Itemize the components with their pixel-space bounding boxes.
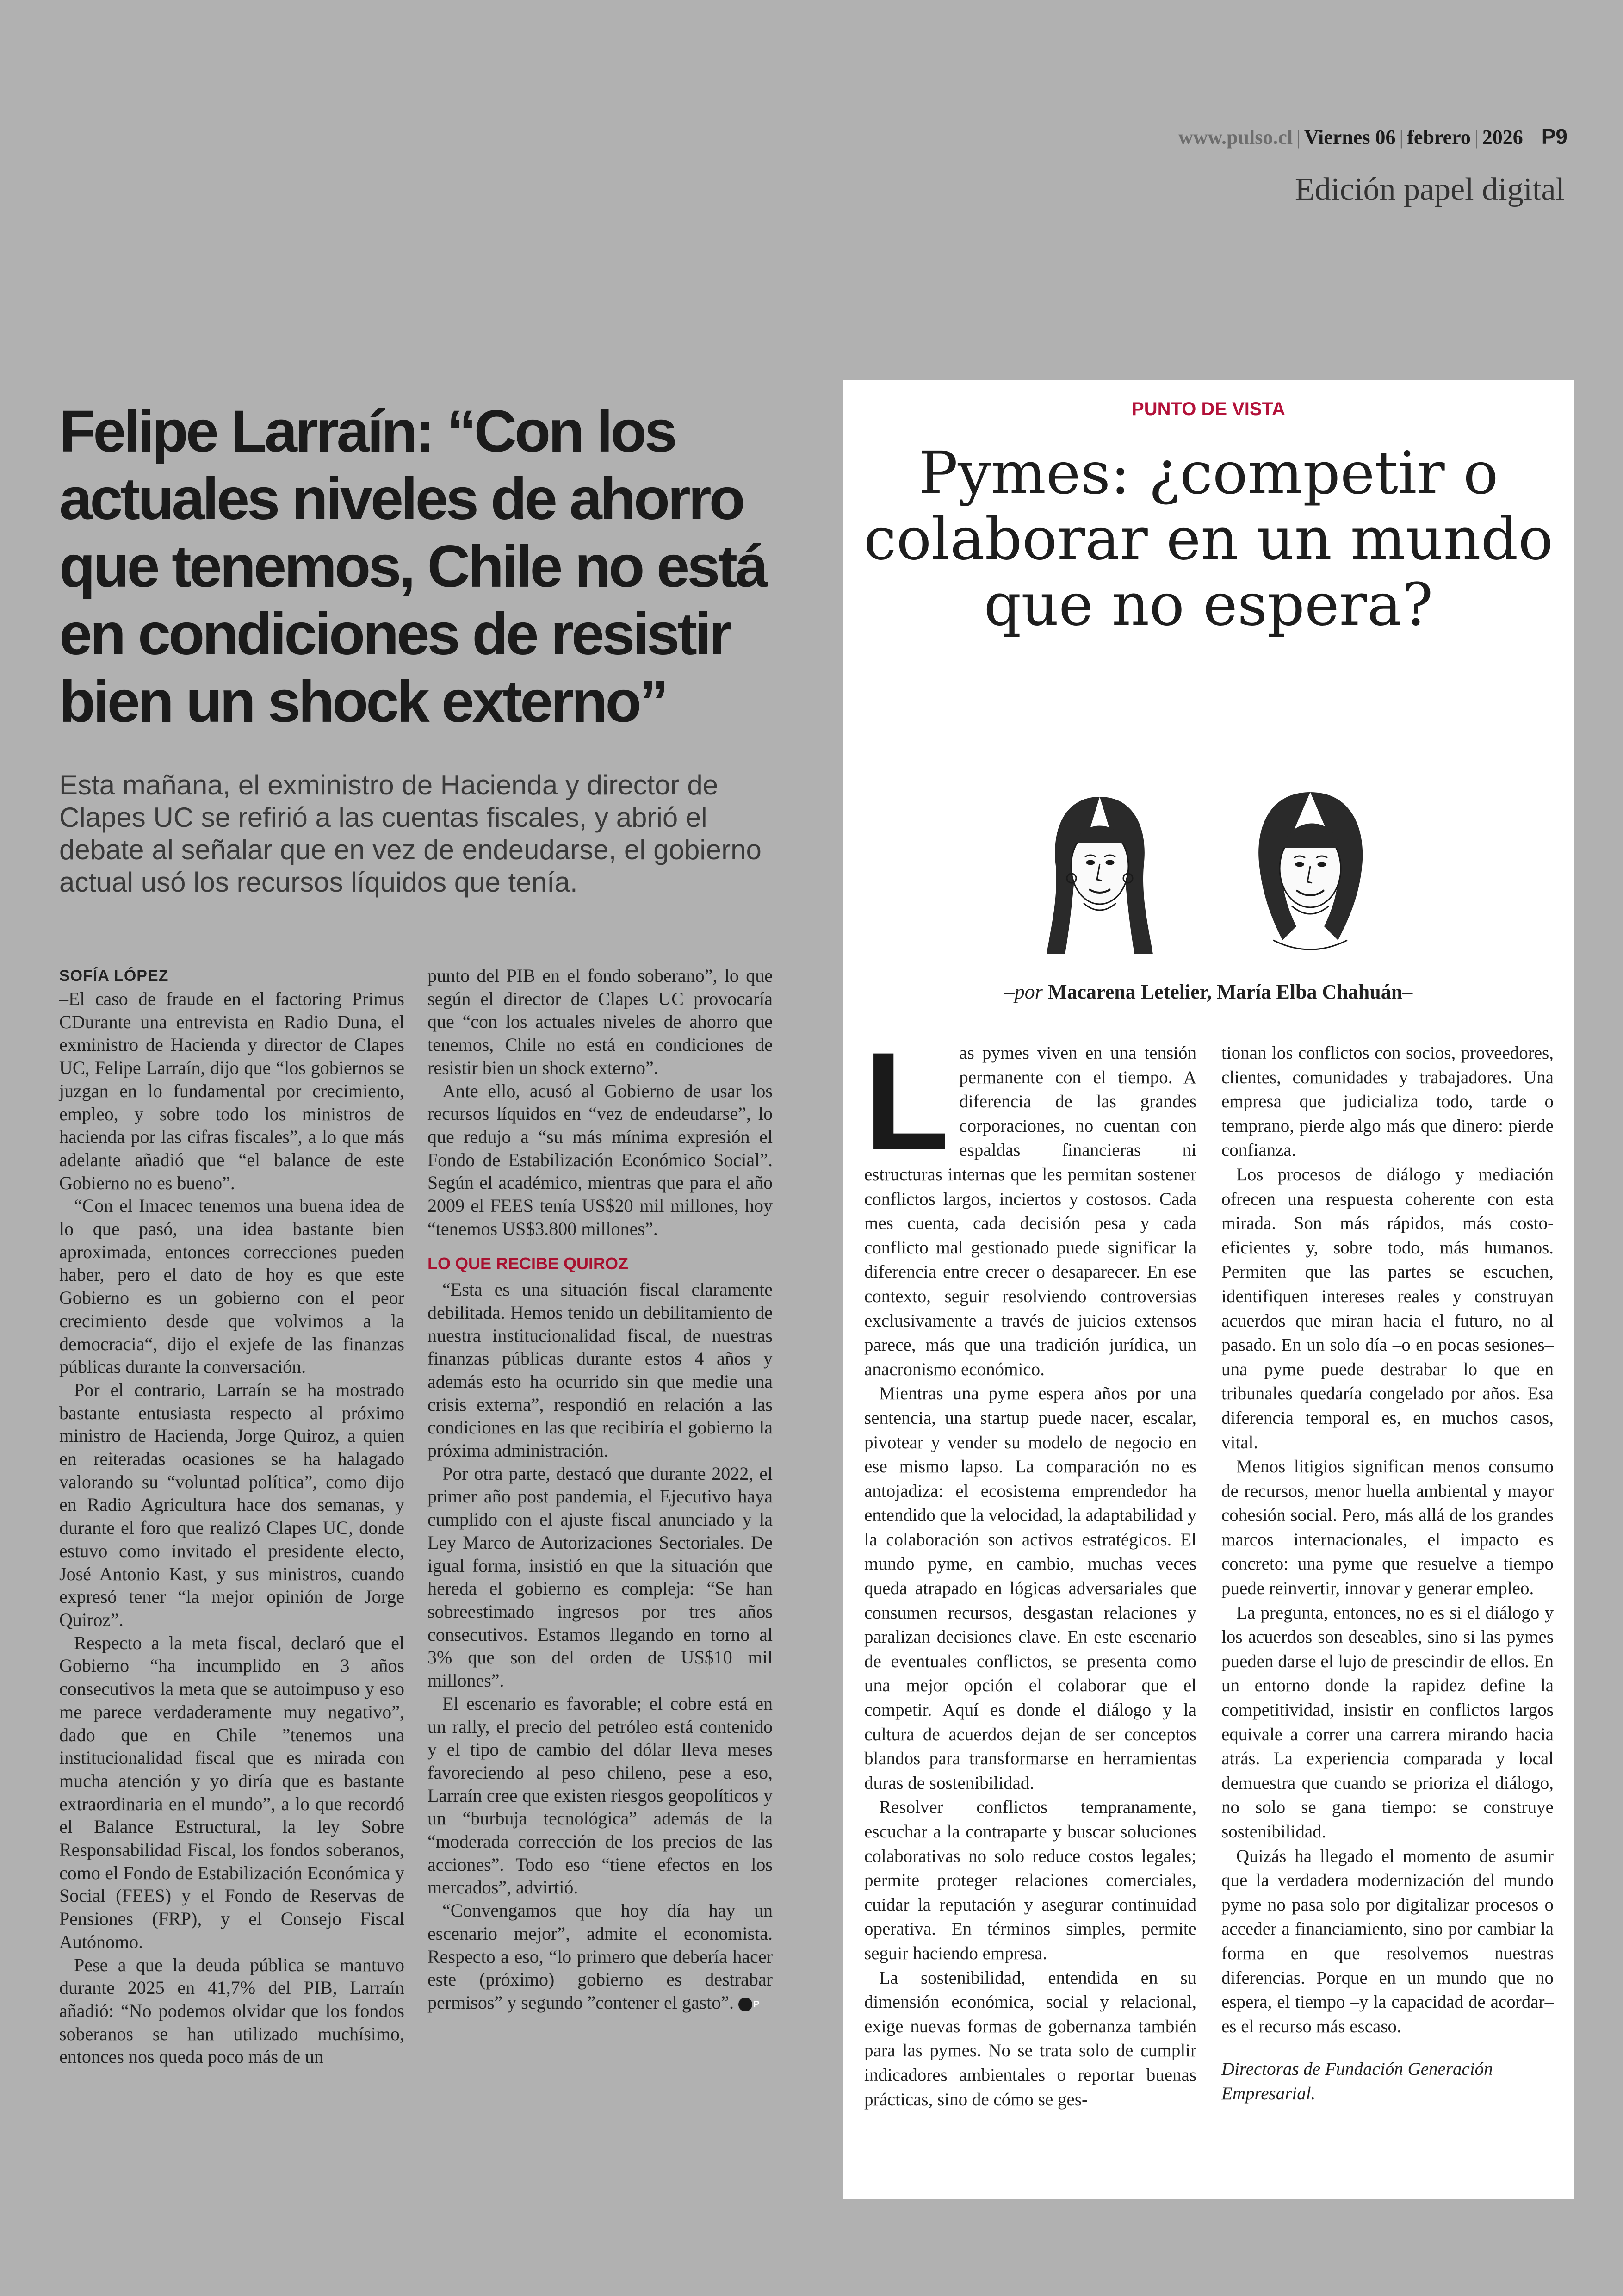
article-column-2	[427, 964, 773, 2014]
opinion-paragraph: La sostenibilidad, entendida en su dimensión económica, social y relacional, exige nuevas formas de gobernanza también para las pymes. No se trata solo de cumplir indicadores ambientales o reportar buenas prácticas, sino de cómo se ges-	[864, 1967, 1196, 2110]
opinion-paragraph-text: as pymes viven en una tensión permanente con el tiempo. A diferencia de las grandes corporaciones, no cuentan con espaldas financieras ni estructuras internas que les permitan sostener conflictos largos, inciertos y costosos. Cada mes cuenta, cada decisión pesa y cada conflicto mal gestionado puede significar la diferencia entre crecer o desaparecer. En ese contexto, seguir resolviendo controversias exclusivamente a través de juicios extensos parece, más que una tradición jurídica, un anacronismo económico.	[864, 1043, 1196, 1379]
opinion-paragraph: Los procesos de diálogo y mediación ofrecen una respuesta coherente con esta mirada. Son más rápidos, más costo-eficientes y, sobre todo, más humanos. Permiten que las partes se escuchen, identifiquen intereses reales y construyan acuerdos que miran hacia el futuro, no al pasado. En un solo día –o en pocas sesiones– una pyme puede destrabar lo que en tribunales quedaría congelado por años. Esa diferencia temporal es, en muchos casos, vital.	[1221, 1164, 1554, 1452]
article-paragraph: –El caso de fraude en el factoring Primus CDurante una entrevista en Radio Duna, el exministro de Hacienda y director de Clapes UC, Felipe Larraín, dijo que “los gobiernos se juzgan en lo fundamental por crecimiento, empleo, y sobre todo los ministros de hacienda por las cifras fiscales”, a lo que más adelante añadió que “el balance de este Gobierno no es bueno”.	[59, 988, 404, 1193]
opinion-paragraph: tionan los conflictos con socios, proveedores, clientes, comunidades y trabajadores. Una empresa que judicializa todo, tarde o temprano, pierde algo más que dinero: pierde confianza.	[1221, 1043, 1554, 1160]
date-year: 2026	[1482, 126, 1523, 149]
opinion-kicker: PUNTO DE VISTA	[1132, 399, 1285, 419]
article-paragraph: “Esta es una situación fiscal claramente debilitada. Hemos tenido un debilitamiento de nuestra institucionalidad fiscal, de nuestras finanzas públicas durante estos 4 años y además esto ha ocurrido sin que medie una crisis externa”, respondió en relación a las condiciones en las que recibiría el gobierno la próxima administración.	[427, 1279, 773, 1461]
article-paragraph: Por otra parte, destacó que durante 2022, el primer año post pandemia, el Ejecutivo haya cumplido con el ajuste fiscal anunciado y la Ley Marco de Autorizaciones Sectoriales. De igual forma, insistió en que la situación que hereda el gobierno es compleja: “Se han sobreestimado ingresos por tres años consecutivos. Estamos llegando en torno al 3% que son del orden de US$10 mil millones”.	[427, 1463, 773, 1691]
article-subhead: LO QUE RECIBE QUIROZ	[427, 1254, 629, 1273]
authors-names: Macarena Letelier, María Elba Chahuán	[1047, 980, 1403, 1003]
article-paragraph-last	[427, 1899, 773, 2014]
article-paragraph-text: “Convengamos que hoy día hay un escenario mejor”, admite el economista. Respecto a eso, “lo primero que debería hacer este (próximo) gobierno es destrabar permisos” y segundo ”contener el gasto”.	[427, 1900, 773, 2013]
article-lead: Esta mañana, el exministro de Hacienda y director de Clapes UC se refirió a las cuentas fiscales, y abrió el debate al señalar que en vez de endeudarse, el gobierno actual usó los recursos líquidos que tenía.	[59, 769, 762, 898]
article-paragraph: Pese a que la deuda pública se mantuvo durante 2025 en 41,7% del PIB, Larraín añadió: “No podemos olvidar que los fondos soberanos se han utilizado muchísimo, entonces nos queda poco más de un	[59, 1954, 404, 2067]
author-portrait-1	[1037, 788, 1162, 963]
article-paragraph: Ante ello, acusó al Gobierno de usar los recursos líquidos en “vez de endeudarse”, lo que redujo a “su más mínima expresión el Fondo de Estabilización Económico Social”. Según el académico, mientras que para el año 2009 el FEES tenía US$20 mil millones, hoy “tenemos US$3.800 millones”.	[427, 1080, 773, 1239]
authors-suffix: –	[1402, 980, 1413, 1003]
article-byline: SOFÍA LÓPEZ	[59, 967, 169, 985]
opinion-column-2	[1221, 1041, 1554, 2106]
opinion-column-1	[864, 1023, 1196, 2112]
article-paragraph: El escenario es favorable; el cobre está en un rally, el precio del petróleo está contenido y el tipo de cambio del dólar lleva meses favoreciendo al peso chileno, pese a eso, Larraín cree que existen riesgos geopolíticos y un “burbuja tecnológica” además de la “moderada corrección de los precios de las acciones”. Todo eso “tiene efectos en los mercados”, advirtió.	[427, 1693, 773, 1898]
article-paragraph: “Con el Imacec tenemos una buena idea de lo que pasó, una idea bastante bien aproximada, entonces correcciones pueden haber, pero el dato de hoy es que este Gobierno es un gobierno con el peor crecimiento desde que volvimos a la democracia“, dijo el exjefe de las finanzas públicas durante la conversación.	[59, 1195, 404, 1378]
end-mark-icon: P	[738, 1998, 752, 2011]
article-paragraph: Respecto a la meta fiscal, declaró que el Gobierno “ha incumplido en 3 años consecutivos la meta que se autoimpuso y eso me parece verdaderamente muy negativo”, dado que en Chile ”tenemos una institucionalidad fiscal que es mirada con mucha atención y yo diría que es bastante extraordinaria en el mundo”, a lo que recordó el Balance Estructural, la ley Sobre Responsabilidad Fiscal, los fondos soberanos, como el Fondo de Estabilización Económica y Social (FEES) y el Fondo de Reservas de Pensiones (FRP), y el Consejo Fiscal Autónomo.	[59, 1632, 404, 1952]
page-number: P9	[1541, 124, 1567, 149]
opinion-signature: Directoras de Fundación Generación Empresarial.	[1221, 2059, 1493, 2104]
opinion-paragraph: Quizás ha llegado el momento de asumir que la verdadera modernización del mundo pyme no pasa solo por digitalizar procesos o acceder a financiamiento, sino por cambiar la forma en que resolvemos nuestras diferencias. Porque en un mundo que no espera, el tiempo –y la capacidad de acordar– es el recurso más escaso.	[1221, 1846, 1554, 2036]
opinion-paragraph: La pregunta, entonces, no es si el diálogo y los acuerdos son deseables, sino si las pymes pueden darse el lujo de prescindir de ellos. En un entorno donde la rapidez define la competitividad, insistir en conflictos largos equivale a correr una carrera mirando hacia atrás. La experiencia comparada y local demuestra que cuando se prioriza el diálogo, no solo se gana tiempo: se construye sostenibilidad.	[1221, 1602, 1554, 1842]
opinion-paragraph-first	[864, 1023, 1196, 1382]
opinion-authors	[843, 980, 1574, 1004]
dropcap: L	[864, 1023, 949, 1179]
opinion-title: Pymes: ¿competir o colaborar en un mundo que no espera?	[863, 439, 1554, 639]
page-header: www.pulso.cl | Viernes 06 | febrero | 2026 P9	[1178, 124, 1567, 149]
article-paragraph: punto del PIB en el fondo soberano”, lo que según el director de Clapes UC provocaría que “con los actuales niveles de ahorro que tenemos, Chile no está en condiciones de resistir bien un shock externo”.	[427, 965, 773, 1078]
opinion-paragraph: Resolver conflictos tempranamente, escuchar a la contraparte y buscar soluciones colaborativas no solo reduce costos legales; permite proteger relaciones comerciales, cuidar la reputación y asegurar continuidad operativa. En términos simples, permite seguir haciendo empresa.	[864, 1797, 1196, 1963]
date-month: febrero	[1407, 126, 1471, 149]
opinion-box	[843, 380, 1574, 2199]
site-url[interactable]: www.pulso.cl	[1178, 126, 1293, 149]
article-headline: Felipe Larraín: “Con los actuales niveles de ahorro que tenemos, Chile no está en condiciones de resistir bien un shock externo”	[59, 398, 766, 735]
edition-label: Edición papel digital	[1295, 172, 1565, 207]
opinion-paragraph: Mientras una pyme espera años por una sentencia, una startup puede nacer, escalar, pivotear y vender su modelo de negocio en ese mismo lapso. La comparación no es antojadiza: el ecosistema emprendedor ha entendido que la velocidad, la adaptabilidad y la colaboración son activos estratégicos. El mundo pyme, en cambio, muchas veces queda atrapado en lógicas adversariales que consumen recursos, desgastan relaciones y paralizan decisiones clave. En este escenario de eventuales conflictos, se presenta como una mejor opción el colaborar que el competir. Aquí es donde el diálogo y la cultura de acuerdos dejan de ser conceptos blandos para transformarse en herramientas duras de sostenibilidad.	[864, 1384, 1196, 1793]
author-portrait-2	[1241, 788, 1380, 963]
article-paragraph: Por el contrario, Larraín se ha mostrado bastante entusiasta respecto al próximo ministro de Hacienda, Jorge Quiroz, a quien en reiteradas ocasiones se ha halagado valorando su “voluntad política”, como dijo en Radio Agricultura hace dos semanas, y durante el foro que realizó Clapes UC, donde estuvo como invitado el presidente electo, José Antonio Kast, y sus ministros, cuando expresó tener “la mejor opinión de Jorge Quiroz”.	[59, 1379, 404, 1630]
opinion-paragraph: Menos litigios significan menos consumo de recursos, menor huella ambiental y mayor cohesión social. Pero, más allá de los grandes marcos internacionales, el impacto es concreto: una pyme que resuelve a tiempo puede reinvertir, innovar y generar empleo.	[1221, 1457, 1554, 1599]
article-column-1	[59, 964, 404, 2068]
authors-prefix: –por	[1004, 980, 1043, 1003]
date-day: Viernes 06	[1304, 126, 1396, 149]
